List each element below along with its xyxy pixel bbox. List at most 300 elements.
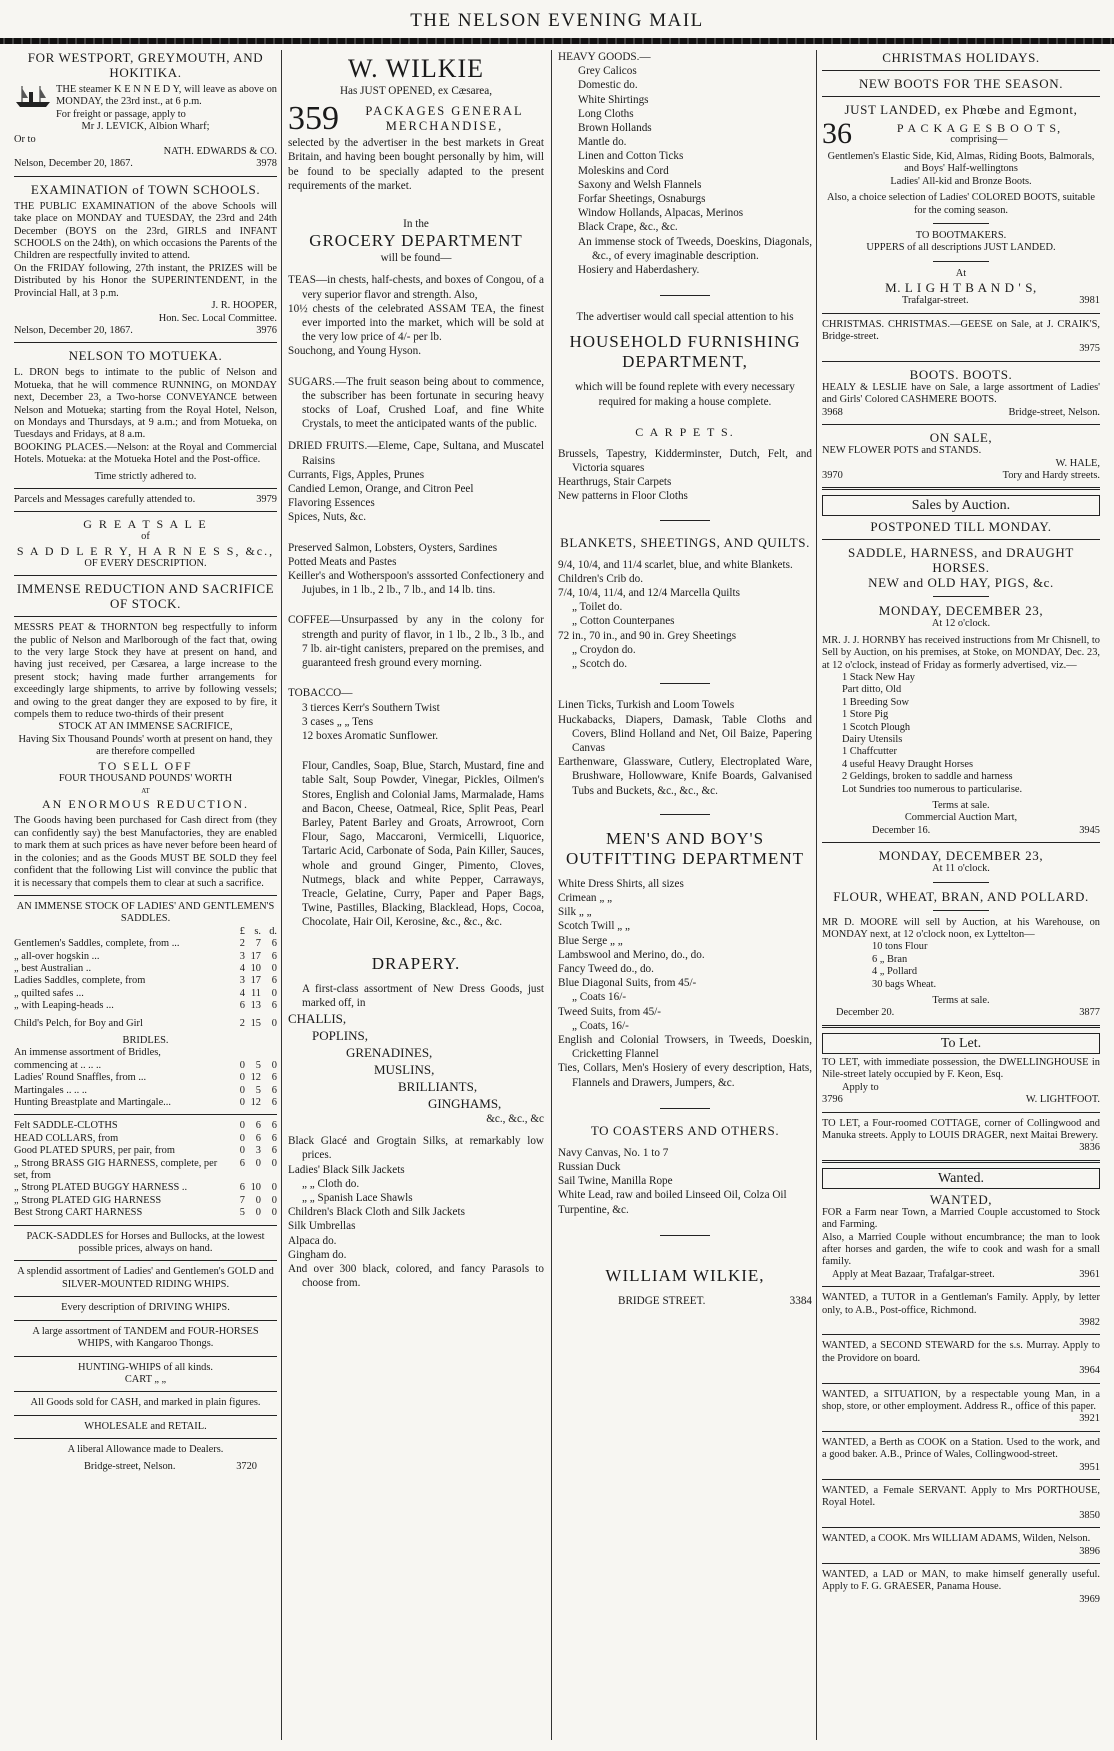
ad-item: Huckabacks, Diapers, Damask, Table Cloths and Covers, Blind Holland and Net, Oil Baize, Papering Canvas	[558, 713, 812, 754]
ad-item: Black Glacé and Grogtain Silks, at remarkably low prices.	[288, 1135, 544, 1162]
separator	[822, 1479, 1100, 1480]
separator	[822, 1025, 1100, 1028]
separator	[822, 487, 1100, 490]
ad-line: Has JUST OPENED, ex Cæsarea,	[339, 85, 493, 97]
ad-line: WHOLESALE and RETAIL.	[84, 1420, 207, 1432]
ad-line: Or to	[14, 133, 36, 145]
ad-body: selected by the advertiser in the best markets in Great Britain, and having been bought personally by him, will be found to be specially adapted to the present requirements of the market.	[288, 137, 544, 192]
ad-body: L. DRON begs to intimate to the public of Nelson and Motueka, that he will commence RUNNING, on MONDAY next, December 23, a Two-horse CONVEYANCE between Nelson and Motueka; starting from the Royal Hotel, Nelson, on Mondays and Thursdays, at 9 a.m.; and from Motueka, on Tuesdays and Fridays, at 8 a.m.	[14, 367, 277, 441]
price-value: 12	[250, 1072, 261, 1084]
ad-heading: CHRISTMAS HOLIDAYS.	[882, 50, 1040, 65]
price-value: 0	[239, 1145, 245, 1157]
ad-item: 3 cases „ „ Tens	[302, 715, 374, 728]
ad-line: AT	[141, 787, 150, 796]
ad-body: THE steamer K E N N E D Y, will leave as above on MONDAY, the 23rd inst., at 6 p.m.	[56, 84, 277, 108]
ad-item: Scotch Twill „ „	[558, 920, 631, 933]
ad-item: Turpentine, &c.	[558, 1203, 629, 1216]
ad-heading: JUST LANDED, ex Phœbe and Egmont,	[844, 102, 1078, 117]
price-value: 6	[271, 1120, 277, 1132]
price-value: 0	[239, 1072, 245, 1084]
price-value: 6	[239, 1157, 245, 1169]
list-item: Domestic do.	[578, 79, 638, 92]
separator	[660, 520, 711, 521]
price-item: „ quilted safes ...	[14, 987, 84, 999]
ad-heading: FLOUR, WHEAT, BRAN, AND POLLARD.	[833, 888, 1089, 904]
price-item: „ Strong PLATED BUGGY HARNESS ..	[14, 1182, 188, 1194]
ad-item: Hosiery and Haberdashery.	[578, 264, 700, 277]
price-value: 6	[239, 1182, 245, 1194]
ad-body: FOR a Farm near Town, a Married Couple accustomed to Stock and Farming.	[822, 1206, 1100, 1231]
ad-item: „ Scotch do.	[572, 658, 627, 671]
ad-item: Russian Duck	[558, 1160, 621, 1173]
price-value: 6	[271, 1072, 277, 1084]
ad-line: A liberal Allowance made to Dealers.	[67, 1444, 224, 1456]
list-item: 4 useful Heavy Draught Horses	[842, 758, 974, 770]
separator	[933, 223, 989, 224]
separator	[14, 1225, 277, 1226]
department-heading: GROCERY DEPARTMENT	[309, 231, 523, 251]
advertiser-name: WILLIAM WILKIE,	[605, 1265, 765, 1285]
column-2	[288, 50, 544, 1740]
ad-item: White Dress Shirts, all sizes	[558, 877, 684, 890]
list-item: Linen and Cotton Ticks	[578, 150, 684, 163]
price-value: 0	[271, 1157, 277, 1169]
ad-line: Commercial Auction Mart,	[904, 812, 1018, 824]
ad-line: An immense assortment of Bridles,	[14, 1047, 161, 1059]
ad-item: Lambswool and Merino, do., do.	[558, 948, 705, 961]
separator	[660, 814, 711, 815]
separator	[822, 1160, 1100, 1163]
price-value: 6	[271, 950, 277, 962]
department-heading: DRAPERY.	[371, 953, 461, 973]
ad-line: P A C K A G E S B O O T S,	[896, 120, 1062, 135]
separator	[14, 1320, 277, 1321]
column-4	[822, 50, 1100, 1740]
ad-line: At	[955, 267, 967, 279]
ad-line: Terms at sale.	[932, 995, 990, 1007]
separator	[822, 361, 1100, 362]
ad-line: Apply at Meat Bazaar, Trafalgar-street.	[832, 1268, 995, 1280]
ad-number: 3982	[1079, 1316, 1100, 1328]
steamer-icon	[14, 84, 52, 110]
separator	[14, 342, 277, 343]
list-item: Part ditto, Old	[842, 684, 902, 696]
price-item: „ Strong PLATED GIG HARNESS	[14, 1194, 162, 1206]
price-value: 6	[271, 1084, 277, 1096]
fabric-item: GRENADINES,	[346, 1044, 433, 1060]
separator	[822, 1112, 1100, 1113]
ad-item: TOBACCO—	[288, 687, 353, 700]
price-value: 3	[239, 950, 245, 962]
ad-item: Flavoring Essences	[288, 497, 375, 510]
ad-item: Silk „ „	[558, 906, 592, 919]
pelch-price-row	[14, 1018, 277, 1030]
ad-item: DRIED FRUITS.—Eleme, Cape, Sultana, and Muscatel Raisins	[288, 440, 544, 467]
ad-line: TO BOOTMAKERS.	[915, 230, 1007, 242]
ad-signature: Hon. Sec. Local Committee.	[158, 312, 277, 324]
price-value: 4	[239, 987, 245, 999]
ad-date: December 20.	[836, 1007, 895, 1019]
price-value: 6	[271, 1097, 277, 1108]
ad-number: 3978	[256, 158, 277, 170]
price-item: Felt SADDLE-CLOTHS	[14, 1120, 118, 1132]
ad-number: 3961	[1079, 1268, 1100, 1280]
separator	[822, 842, 1100, 843]
ad-date: Nelson, December 20, 1867.	[14, 324, 133, 336]
ad-item: Alpaca do.	[288, 1234, 337, 1247]
ad-subheading: HEAVY GOODS.—	[558, 51, 651, 63]
ad-item: 10½ chests of the celebrated ASSAM TEA, the finest ever imported into the market, which will be sold at the very low price of 4/- per lb.	[288, 302, 544, 344]
price-item: Gentlemen's Saddles, complete, from ...	[14, 938, 180, 950]
ad-signature: W. LIGHTFOOT.	[1025, 1094, 1100, 1106]
auction-lot-list	[822, 672, 1100, 796]
ad-item: 72 in., 70 in., and 90 in. Grey Sheetings	[558, 629, 737, 642]
separator	[822, 96, 1100, 97]
price-value: 15	[250, 1017, 261, 1029]
auction-lot-list	[822, 941, 1100, 991]
list-item: Long Cloths	[578, 107, 634, 120]
price-item: „ with Leaping-heads ...	[14, 1000, 114, 1012]
price-value: 17	[250, 950, 261, 962]
ad-line: MERCHANDISE,	[385, 119, 504, 134]
separator	[14, 1415, 277, 1416]
price-value: 4	[239, 962, 245, 974]
ad-line: of	[141, 531, 150, 543]
section-banner-to-let: To Let.	[822, 1033, 1100, 1054]
price-value: 0	[255, 1157, 261, 1169]
column-header: d.	[269, 925, 277, 937]
ad-item: Souchong, and Young Hyson.	[288, 345, 422, 358]
ad-number: 3877	[1079, 1007, 1100, 1019]
ad-line: comprising—	[950, 134, 1008, 145]
ad-number: 3796	[822, 1094, 843, 1106]
list-item: 6 „ Bran	[872, 953, 908, 965]
department-heading: OUTFITTING DEPARTMENT	[566, 848, 804, 868]
ad-number: 3720	[236, 1460, 257, 1472]
ad-item: „ Toilet do.	[572, 601, 623, 614]
ad-item: „ Cotton Counterpanes	[572, 615, 675, 628]
price-value: 2	[239, 1017, 245, 1029]
separator	[933, 882, 989, 883]
saddles-price-table	[14, 938, 277, 1012]
ad-number: 3836	[1079, 1142, 1100, 1154]
ad-address: Bridge-street, Nelson.	[84, 1460, 176, 1472]
ad-line: Apply to	[842, 1081, 879, 1093]
price-value: 0	[239, 1120, 245, 1132]
price-value: 6	[239, 1000, 245, 1012]
ad-item: Hearthrugs, Stair Carpets	[558, 476, 672, 489]
ad-heading: AN ENORMOUS REDUCTION.	[41, 797, 249, 812]
price-value: 0	[255, 1207, 261, 1219]
ad-number: 3850	[1079, 1509, 1100, 1521]
ad-line: At 11 o'clock.	[932, 863, 990, 875]
ad-line: For freight or passage, apply to	[56, 108, 186, 120]
price-item: Ladies Saddles, complete, from	[14, 975, 146, 987]
ad-item: Candied Lemon, Orange, and Citron Peel	[288, 483, 474, 496]
ad-date: Nelson, December 20, 1867.	[14, 158, 133, 170]
price-value: 5	[255, 1059, 261, 1071]
separator	[14, 575, 277, 576]
price-item: Martingales .. .. ..	[14, 1084, 88, 1096]
list-item: 1 Breeding Sow	[842, 696, 909, 708]
price-value: 0	[271, 1207, 277, 1219]
ad-body: MESSRS PEAT & THORNTON beg respectfully to inform the public of Nelson and Marlborough of the fact that, owing to the very large Stock they have at present on hand, and having just received, per Cæsarea, a large increase to the present stock; having made further arrangements for exceedingly large shipments, to arrive by following vessels; and owing to the great danger they are exposed to by fire, it compels them to reduce two-thirds of their present	[14, 622, 277, 721]
price-value: 0	[239, 1084, 245, 1096]
price-value: 13	[250, 1000, 261, 1012]
ad-heading: MONDAY, DECEMBER 23,	[878, 848, 1044, 864]
separator	[14, 511, 277, 512]
ad-item: English and Colonial Trowsers, in Tweeds, Doeskin, Cricketting Flannel	[558, 1033, 812, 1061]
separator	[14, 1260, 277, 1261]
ad-item: Gingham do.	[288, 1248, 347, 1261]
fabric-item: GINGHAMS,	[428, 1095, 502, 1111]
ad-item: Blue Diagonal Suits, from 45/-	[558, 977, 697, 990]
separator	[822, 1334, 1100, 1335]
separator	[14, 1114, 277, 1115]
separator	[14, 616, 277, 617]
list-item: 1 Chaffcutter	[842, 746, 897, 758]
ad-heading: WANTED,	[929, 1191, 993, 1207]
ad-item: Children's Black Cloth and Silk Jackets	[288, 1206, 465, 1219]
ad-item: 3 tierces Kerr's Southern Twist	[302, 701, 440, 714]
masthead-rule	[0, 38, 1114, 44]
bridles-price-table	[14, 1060, 277, 1110]
ad-item: Potted Meats and Pastes	[288, 555, 397, 568]
ad-line: The advertiser would call special attention to his	[576, 311, 794, 324]
ad-line: In the	[403, 218, 429, 231]
price-value: 0	[271, 962, 277, 974]
price-item: Hunting Breastplate and Martingale...	[14, 1097, 171, 1108]
price-item: Child's Pelch, for Boy and Girl	[14, 1017, 143, 1029]
separator	[822, 313, 1100, 314]
ad-body: WANTED, a SITUATION, by a respectable young Man, in a shop, store, or other employment. Address R., office of this paper.	[822, 1388, 1100, 1412]
ad-heading: M. L I G H T B A N D ' S,	[885, 280, 1037, 296]
separator	[660, 295, 711, 296]
ad-item: Preserved Salmon, Lobsters, Oysters, Sardines	[288, 541, 498, 554]
ad-heading: MONDAY, DECEMBER 23,	[878, 603, 1044, 619]
list-item: 2 Geldings, broken to saddle and harness	[842, 771, 1013, 783]
ad-body: The Goods having been purchased for Cash direct from (they can confidently say) the best Manufactories, they are enabled to mark them at such prices as have never before been heard of in the colonies; and as the Goods MUST BE SOLD they feel confident that the following List will convince the public that it is necessary that compels them to clear at such a sacrifice.	[14, 815, 277, 889]
price-item: „ all-over hogskin ...	[14, 950, 100, 962]
column-rule	[816, 50, 817, 1740]
list-item: Mantle do.	[578, 136, 627, 149]
list-item: Brown Hollands	[578, 122, 652, 135]
ad-line: will be found—	[380, 252, 452, 265]
column-header: s.	[254, 925, 261, 937]
ad-number: 3964	[1079, 1365, 1100, 1377]
price-value: 6	[255, 1120, 261, 1132]
ad-item: 9/4, 10/4, and 11/4 scarlet, blue, and white Blankets.	[558, 558, 793, 571]
separator	[14, 1296, 277, 1297]
ad-number: 3384	[789, 1294, 812, 1307]
ad-heading-wilkie: W. WILKIE	[347, 54, 485, 83]
ad-item: 12 boxes Aromatic Sunflower.	[302, 729, 439, 742]
ad-body: TO LET, with immediate possession, the DWELLINGHOUSE in Nile-street lately occupied by F. Keon, Esq.	[822, 1056, 1100, 1081]
price-item: „ Strong BRASS GIG HARNESS, complete, per set, from	[14, 1157, 218, 1182]
price-value: 0	[271, 987, 277, 999]
price-value: 6	[271, 1132, 277, 1144]
ad-item: „ „ Cloth do.	[302, 1177, 360, 1190]
ad-item: „ Coats 16/-	[572, 991, 627, 1004]
ad-body: HEALY & LESLIE have on Sale, a large assortment of Ladies' and Girls' Colored CASHMERE BOOTS.	[822, 381, 1100, 406]
ad-subheading: BLANKETS, SHEETINGS, AND QUILTS.	[560, 534, 810, 550]
list-item: Black Crape, &c., &c.	[578, 221, 678, 234]
ad-line: FOUR THOUSAND POUNDS' WORTH	[58, 772, 233, 784]
ad-line: HUNTING-WHIPS of all kinds.	[77, 1361, 214, 1373]
ad-heading: S A D D L E R Y, H A R N E S S, &c.,	[16, 543, 275, 558]
ad-body: CHRISTMAS. CHRISTMAS.—GEESE on Sale, at J. CRAIK'S, Bridge-street.	[822, 318, 1100, 343]
ad-body: WANTED, a Berth as COOK on a Station. Used to the work, and a good baker. A.B., Prince of Wales, Collingwood-street.	[822, 1436, 1100, 1461]
separator	[933, 261, 989, 262]
price-value: 0	[271, 1182, 277, 1194]
ad-heading: POSTPONED TILL MONDAY.	[870, 519, 1052, 535]
ad-number: 3921	[1079, 1413, 1100, 1425]
price-value: 12	[250, 1097, 261, 1108]
fabric-item: POPLINS,	[312, 1027, 368, 1043]
ad-item: Blue Serge „ „	[558, 934, 623, 947]
ad-line: At 12 o'clock.	[931, 618, 991, 630]
list-item: 4 „ Pollard	[872, 966, 918, 978]
ad-item: COFFEE—Unsurpassed by any in the colony for strength and purity of flavor, in 1 lb., 2 lb., 3 lb., and 7 lb. air-tight canisters, prepared on the premises, and guaranteed fresh ground every morning.	[288, 614, 544, 670]
ad-address: Bridge-street, Nelson.	[1008, 406, 1100, 418]
section-banner-auction: Sales by Auction.	[822, 495, 1100, 516]
separator	[822, 70, 1100, 71]
ad-number: 3968	[822, 406, 843, 418]
price-item: Good PLATED SPURS, per pair, from	[14, 1145, 175, 1157]
ad-item: An immense stock of Tweeds, Doeskins, Diagonals, &c., of every imaginable description.	[578, 235, 812, 262]
ad-date: December 16.	[872, 824, 931, 836]
separator	[660, 1235, 711, 1236]
list-item: Window Hollands, Alpacas, Merinos	[578, 207, 744, 220]
ad-body: WANTED, a LAD or MAN, to make himself generally useful. Apply to F. G. GRAESER, Panama House.	[822, 1569, 1100, 1593]
ad-item: 7/4, 10/4, 11/4, and 12/4 Marcella Quilts	[558, 587, 740, 600]
ad-item: Currants, Figs, Apples, Prunes	[288, 468, 425, 481]
ad-note: Time strictly adhered to.	[94, 470, 197, 482]
column-header: £	[239, 925, 245, 937]
ad-number: 3976	[256, 324, 277, 336]
ad-number: 3896	[1079, 1545, 1100, 1557]
list-item: 10 tons Flour	[872, 941, 928, 953]
ad-body: THE PUBLIC EXAMINATION of the above Schools will take place on MONDAY and TUESDAY, the 23rd and 24th December (BOYS on the 23rd, GIRLS and INFANT SCHOOLS on the 24th), on which occasions the Parents of the Children are respectfully invited to attend.	[14, 200, 277, 262]
separator	[822, 1286, 1100, 1287]
ad-item: Crimean „ „	[558, 891, 613, 904]
separator	[14, 176, 277, 177]
ad-line: Every description of DRIVING WHIPS.	[61, 1302, 230, 1314]
ad-subheading: AN IMMENSE STOCK OF LADIES' AND GENTLEMEN'S SADDLES.	[16, 900, 275, 925]
ad-heading: EXAMINATION of TOWN SCHOOLS.	[30, 181, 261, 197]
ad-item: TEAS—in chests, half-chests, and boxes of Congou, of a very superior flavor and strength. Also,	[288, 274, 544, 301]
ad-item: Tweed Suits, from 45/-	[558, 1005, 661, 1018]
column-3	[558, 50, 812, 1740]
price-value: 10	[250, 1182, 261, 1194]
separator	[822, 1383, 1100, 1384]
ad-item: „ Coats, 16/-	[572, 1019, 629, 1032]
ad-item: Brussels, Tapestry, Kidderminster, Dutch, Felt, and Victoria squares	[558, 447, 812, 475]
ad-item: Ladies' Black Silk Jackets	[288, 1163, 405, 1176]
ad-heading: FOR WESTPORT, GREYMOUTH, AND HOKITIKA.	[27, 50, 264, 80]
package-count: 36	[822, 117, 852, 150]
price-value: 7	[239, 1194, 245, 1206]
ad-signature: J. R. HOOPER,	[211, 300, 277, 312]
list-item: 1 Store Pig	[842, 709, 889, 721]
separator	[14, 1356, 277, 1357]
ad-number: 3975	[1079, 343, 1100, 355]
separator	[660, 1108, 711, 1109]
ad-item: Fancy Tweed do., do.	[558, 962, 654, 975]
ad-subheading: BRIDLES.	[122, 1034, 169, 1046]
harness-price-table	[14, 1120, 277, 1219]
ad-number: 3969	[1079, 1593, 1100, 1605]
ad-line: A large assortment of TANDEM and FOUR-HORSES WHIPS, with Kangaroo Thongs.	[32, 1325, 259, 1350]
ad-item: Keiller's and Wotherspoon's asssorted Confectionery and Jujubes, in 1 lb., 2 lb., 7 lb., and 14 lb. tins.	[288, 570, 544, 597]
price-value: 0	[271, 1194, 277, 1206]
ad-heading: NEW BOOTS FOR THE SEASON.	[858, 76, 1064, 91]
ad-signature: W. HALE,	[1055, 457, 1100, 469]
ad-line: Having Six Thousand Pounds' worth at present on hand, they are therefore compelled	[18, 733, 273, 758]
ad-heading: SADDLE, HARNESS, and DRAUGHT HORSES.	[848, 545, 1074, 576]
ad-item: New patterns in Floor Cloths	[558, 490, 688, 503]
department-heading: MEN'S AND BOY'S	[605, 828, 765, 848]
ad-line: which will be found replete with every necessary required for making a house complete.	[575, 381, 795, 408]
ad-line: Terms at sale.	[932, 800, 990, 811]
ad-body: TO LET, a Four-roomed COTTAGE, corner of Collingwood and Manuka streets. Apply to LOUIS DRAGER, next Maitai Brewery.	[822, 1117, 1100, 1141]
list-item: Saxony and Welsh Flannels	[578, 178, 702, 191]
price-value: 11	[250, 987, 261, 999]
list-item: 1 Scotch Plough	[842, 721, 911, 733]
ad-item: SUGARS.—The fruit season being about to commence, the subscriber has been fortunate in securing heavy stocks of Loaf, Crushed Loaf, and fine White Crystals, to meet the anticipated wants of the public.	[288, 375, 544, 431]
separator	[822, 539, 1100, 540]
ad-item: Children's Crib do.	[558, 572, 643, 585]
ad-line: A splendid assortment of Ladies' and Gentlemen's GOLD and SILVER-MOUNTED RIDING WHIPS.	[17, 1266, 274, 1290]
ad-body: On the FRIDAY following, 27th instant, the PRIZES will be Distributed by his Honor the SUPERINTENDENT, in the Provincial Hall, at 3 p.m.	[14, 262, 277, 299]
price-value: 0	[271, 1059, 277, 1071]
price-value: 0	[239, 1132, 245, 1144]
package-count: 359	[288, 100, 339, 138]
ad-line: All Goods sold for CASH, and marked in plain figures.	[30, 1397, 261, 1409]
price-item: Best Strong CART HARNESS	[14, 1207, 143, 1219]
price-value: 6	[271, 938, 277, 950]
ad-item: Earthenware, Glassware, Cutlery, Electroplated Ware, Brushware, Hollowware, Knife Boards, Galvanised Tubs and Buckets, &c., &c., &c.	[558, 756, 812, 797]
ad-line: PACK-SADDLES for Horses and Bullocks, at the lowest possible prices, always on hand.	[26, 1230, 265, 1255]
ad-body: MR D. MOORE will sell by Auction, at his Warehouse, on MONDAY next, at 12 o'clock noon, ex Lyttelton—	[822, 916, 1100, 941]
ad-item: Sail Twine, Manilla Rope	[558, 1175, 673, 1188]
ad-line: OF EVERY DESCRIPTION.	[84, 557, 207, 569]
ad-line: STOCK AT AN IMMENSE SACRIFICE,	[58, 721, 233, 733]
ad-heading: BOOTS. BOOTS.	[909, 366, 1013, 382]
list-item: Grey Calicos	[578, 65, 637, 78]
ad-item: Ties, Collars, Men's Hosiery of every description, Hats, Flannels and Drawers, Jumpers, &c.	[558, 1062, 812, 1089]
separator	[822, 1431, 1100, 1432]
ad-body: WANTED, a COOK. Mrs WILLIAM ADAMS, Wilden, Nelson.	[822, 1533, 1091, 1545]
price-value: 0	[255, 1194, 261, 1206]
price-table-header	[14, 926, 277, 938]
ad-body: NEW FLOWER POTS and STANDS.	[822, 445, 982, 457]
separator	[14, 488, 277, 489]
ad-heading: NELSON TO MOTUEKA.	[68, 348, 223, 364]
price-value: 3	[255, 1145, 261, 1157]
list-item: White Shirtings	[578, 93, 649, 106]
list-item: Moleskins and Cord	[578, 164, 669, 177]
ad-body: Also, a Married Couple without encumbrance; the man to look after horses and garden, the wife to cook and wash for a small family.	[822, 1231, 1100, 1268]
separator	[822, 1527, 1100, 1528]
price-item: „ best Australian ..	[14, 962, 92, 974]
fabric-item: &c., &c., &c	[486, 1112, 544, 1125]
ad-body: A first-class assortment of New Dress Goods, just marked off, in	[302, 982, 544, 1009]
ad-item: „ „ Spanish Lace Shawls	[302, 1191, 413, 1204]
ad-item: „ Croydon do.	[572, 643, 636, 656]
ad-line: Mr J. LEVICK, Albion Wharf;	[81, 121, 210, 133]
ad-body: WANTED, a SECOND STEWARD for the s.s. Murray. Apply to the Providore on board.	[822, 1340, 1100, 1364]
